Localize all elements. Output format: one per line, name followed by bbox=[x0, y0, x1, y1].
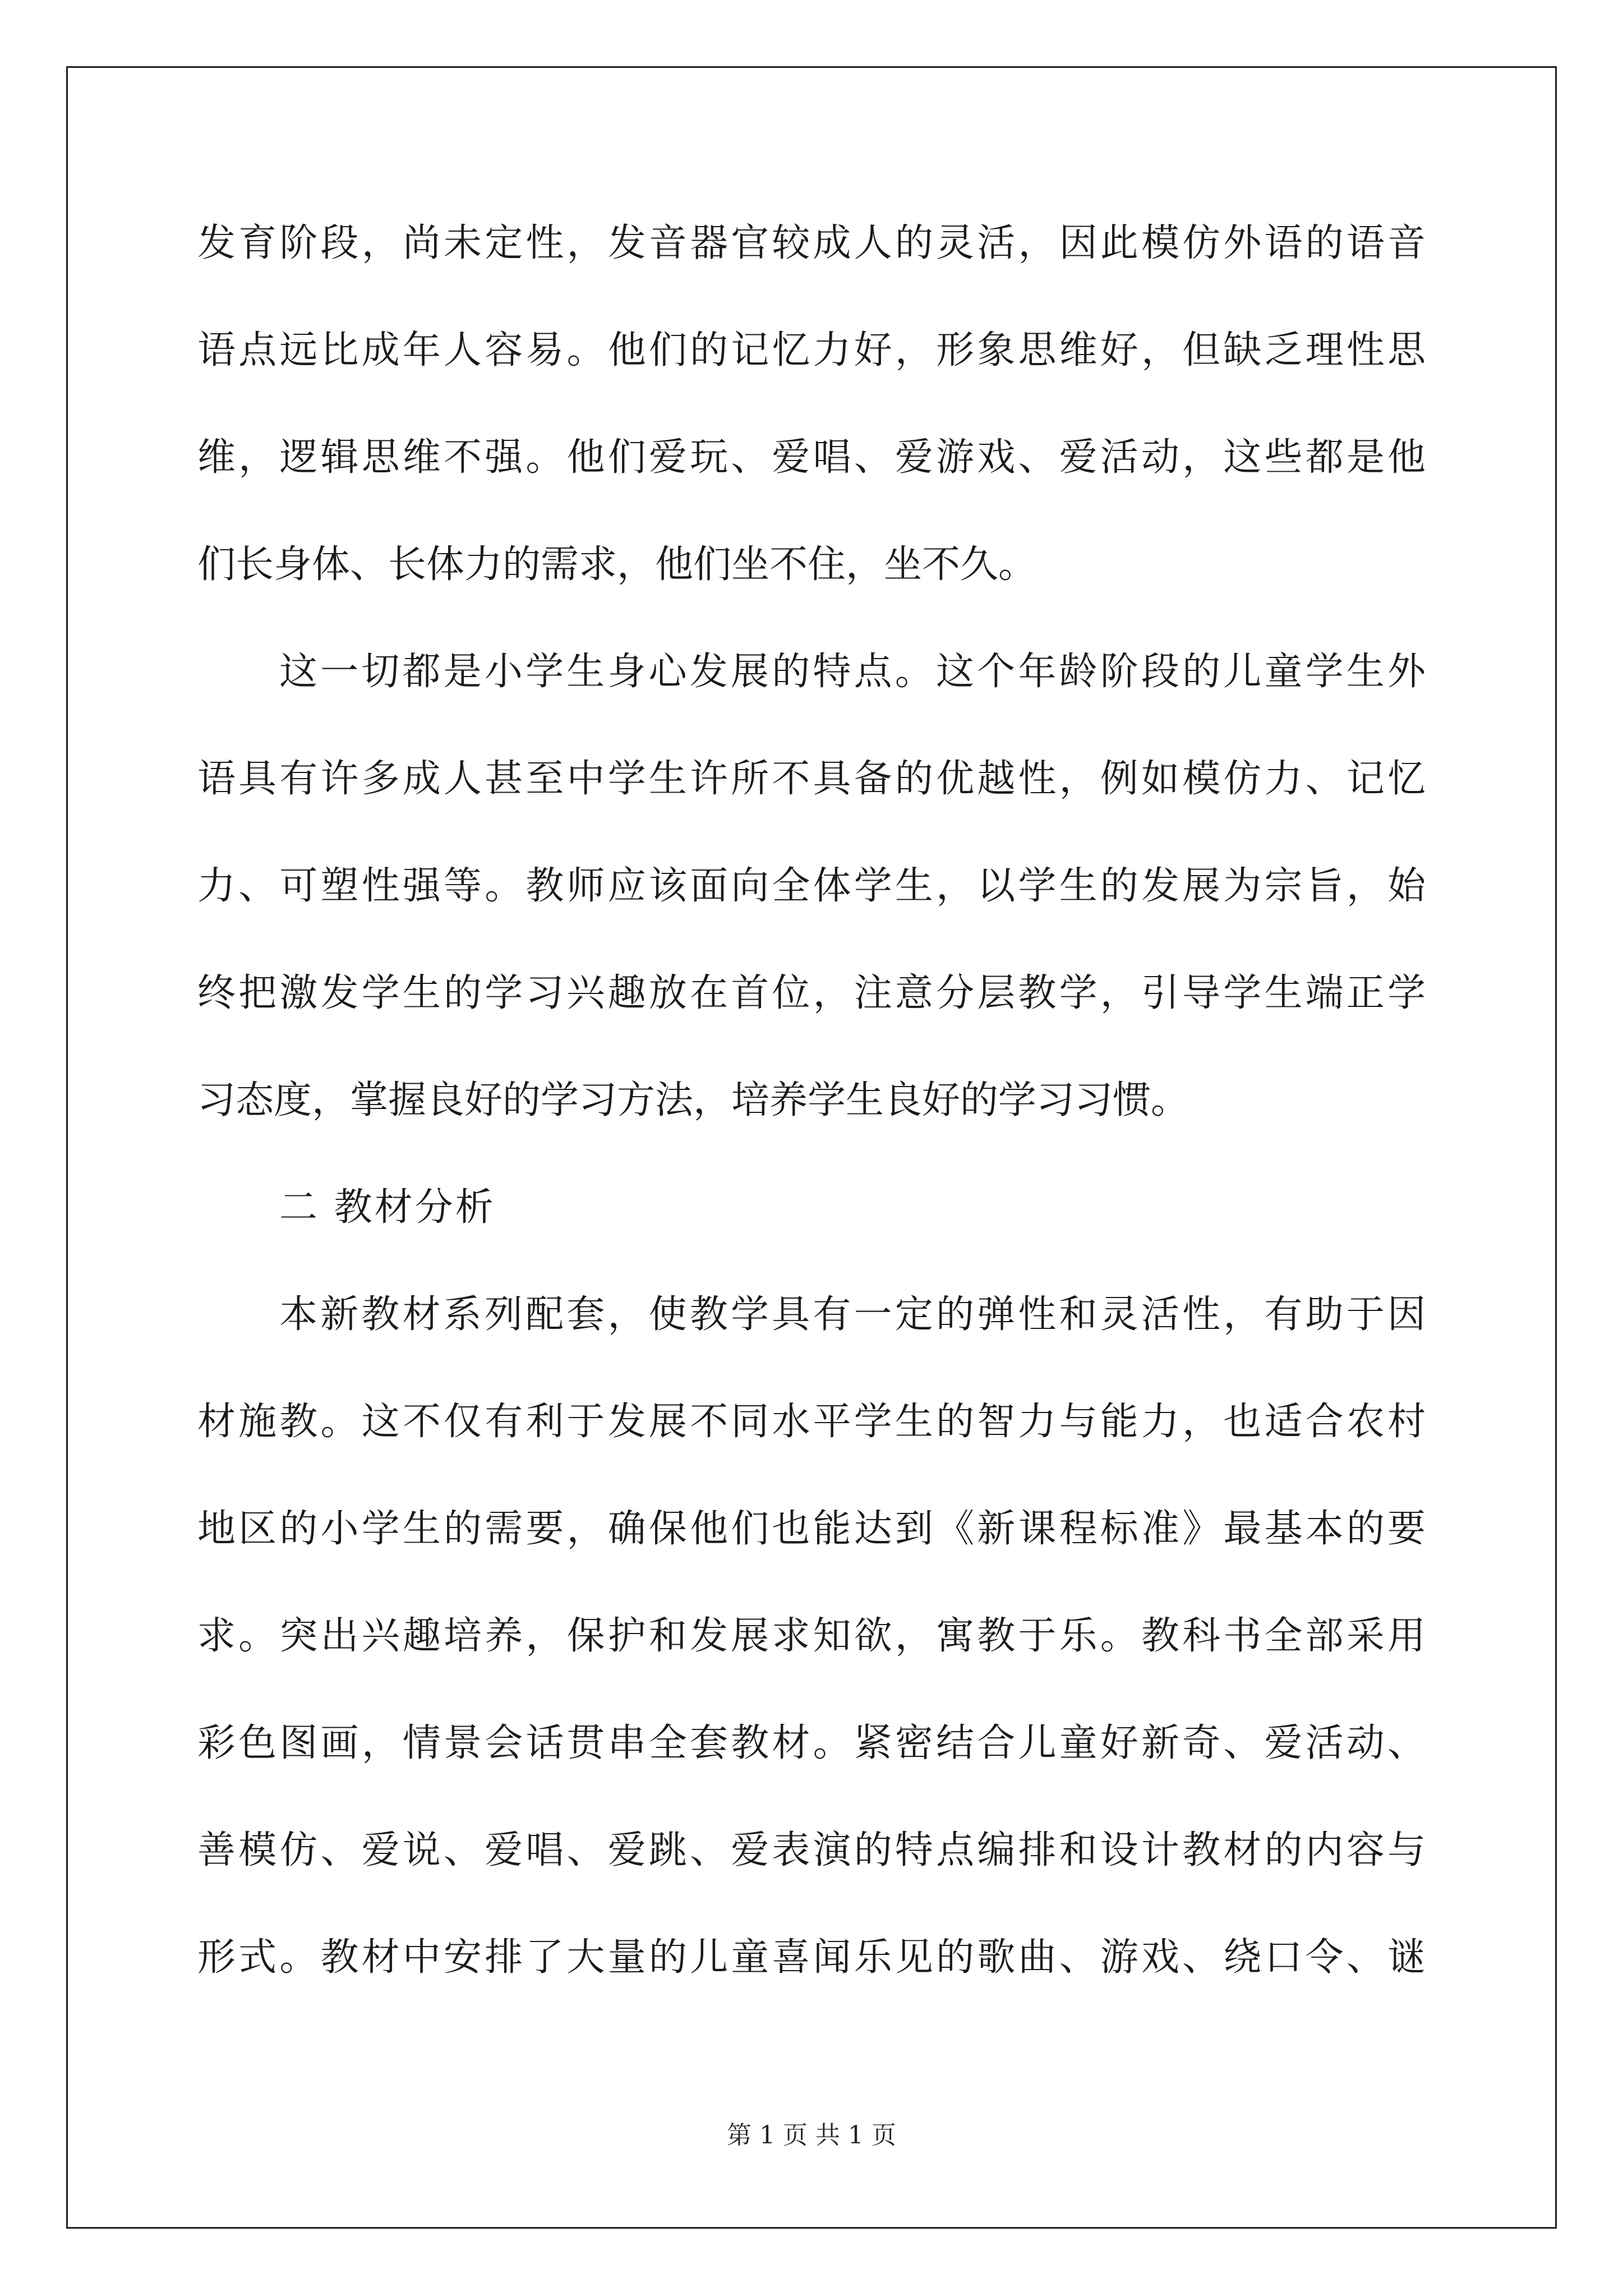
text-line: 语点远比成年人容易。他们的记忆力好，形象思维好，但缺乏理性思 bbox=[197, 328, 1426, 372]
text-line: 地区的小学生的需要，确保他们也能达到《新课程标准》最基本的要 bbox=[197, 1507, 1426, 1551]
text-line: 这一切都是小学生身心发展的特点。这个年龄阶段的儿童学生外 bbox=[279, 650, 1426, 694]
document-body bbox=[197, 190, 1426, 2011]
text-line: 力、可塑性强等。教师应该面向全体学生，以学生的发展为宗旨，始 bbox=[197, 864, 1426, 908]
text-line: 形式。教材中安排了大量的儿童喜闻乐见的歌曲、游戏、绕口令、谜 bbox=[197, 1935, 1426, 1980]
text-line: 本新教材系列配套，使教学具有一定的弹性和灵活性，有助于因 bbox=[279, 1292, 1426, 1337]
section-heading: 二 教材分析 bbox=[279, 1185, 496, 1230]
text-line: 彩色图画，情景会话贯串全套教材。紧密结合儿童好新奇、爱活动、 bbox=[197, 1721, 1426, 1765]
text-line: 维，逻辑思维不强。他们爱玩、爱唱、爱游戏、爱活动，这些都是他 bbox=[197, 435, 1426, 480]
page-number-footer: 第 1 页 共 1 页 bbox=[727, 2121, 896, 2150]
text-line: 们长身体、长体力的需求，他们坐不住，坐不久。 bbox=[197, 542, 1037, 587]
text-line: 发育阶段，尚未定性，发音器官较成人的灵活，因此模仿外语的语音 bbox=[197, 221, 1426, 265]
text-line: 求。突出兴趣培养，保护和发展求知欲，寓教于乐。教科书全部采用 bbox=[197, 1614, 1426, 1658]
text-line: 终把激发学生的学习兴趣放在首位，注意分层教学，引导学生端正学 bbox=[197, 971, 1426, 1015]
text-line: 善模仿、爱说、爱唱、爱跳、爱表演的特点编排和设计教材的内容与 bbox=[197, 1828, 1426, 1872]
text-line: 习态度，掌握良好的学习方法，培养学生良好的学习习惯。 bbox=[197, 1078, 1189, 1122]
text-line: 语具有许多成人甚至中学生许所不具备的优越性，例如模仿力、记忆 bbox=[197, 757, 1426, 801]
text-line: 材施教。这不仅有利于发展不同水平学生的智力与能力，也适合农村 bbox=[197, 1400, 1426, 1444]
